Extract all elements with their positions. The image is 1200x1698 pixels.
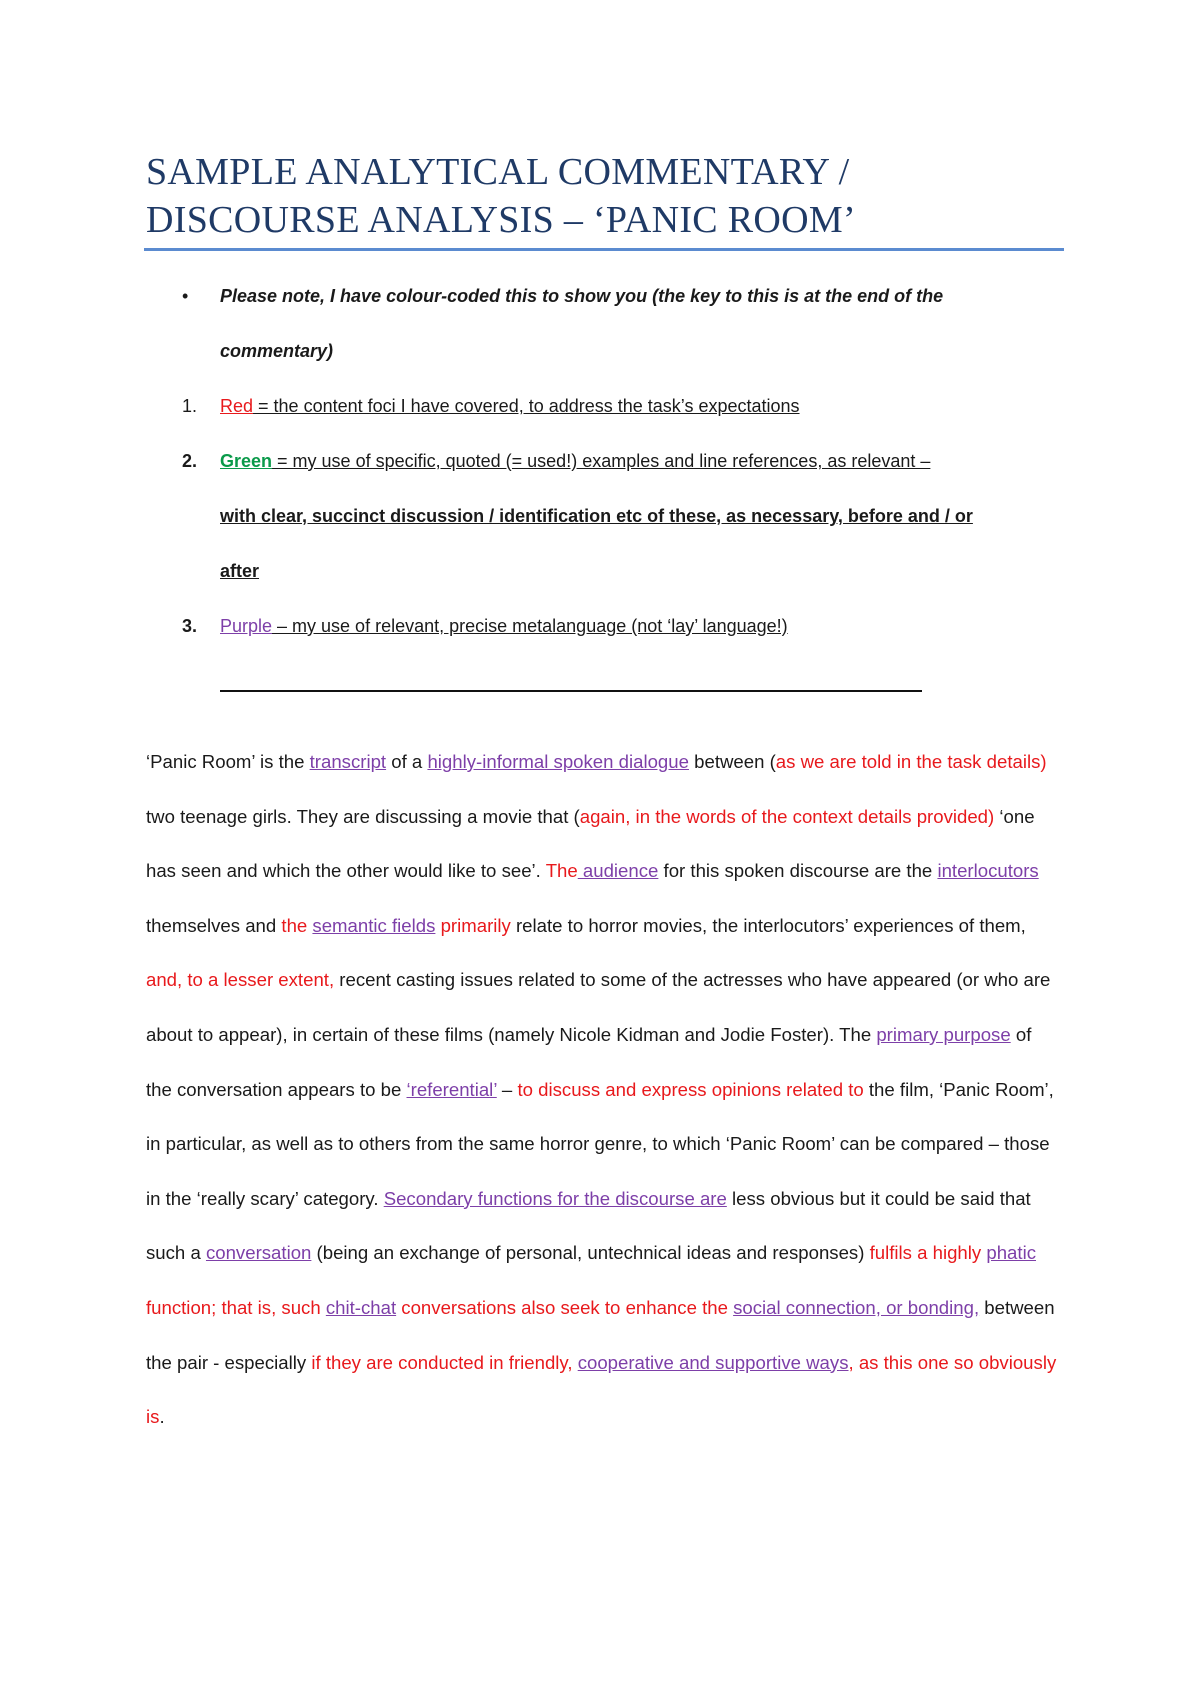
content-focus-text: The: [545, 860, 578, 882]
metalanguage-term: highly-informal spoken dialogue: [427, 751, 689, 772]
metalanguage-term: interlocutors: [937, 860, 1039, 882]
content-focus-text: fulfils a highly: [869, 1242, 987, 1264]
plain-text: two teenage girls. They are discussing a movie that (: [146, 805, 580, 827]
plain-text: between the pair - especially: [146, 1296, 1055, 1373]
key-item-2-text: = my use of specific, quoted (= used!) examples and line references, as relevant –: [272, 451, 931, 471]
metalanguage-term: conversation: [205, 1242, 312, 1264]
plain-text: –: [496, 1078, 518, 1100]
metalanguage-term: primary purpose: [876, 1023, 1011, 1045]
key-item-1-text: = the content foci I have covered, to address the task’s expectations: [253, 396, 800, 416]
plain-text: (being an exchange of personal, untechnical ideas and responses): [311, 1242, 870, 1264]
plain-text: less obvious but it could be said that such a: [146, 1187, 1031, 1264]
intro-note-line2: commentary): [220, 341, 334, 361]
plain-text: the film, ‘Panic Room’, in particular, as well as to others from the same horror genre, to which ‘Panic Room’ can be compared – those in the ‘really scary’ category.: [146, 1078, 1054, 1209]
metalanguage-term: social connection, or bonding,: [733, 1296, 980, 1318]
content-focus-text: as we are told in the task details): [775, 751, 1047, 772]
key-item-2: [220, 451, 930, 472]
key-item-3: [220, 616, 788, 637]
plain-text: for this spoken discourse are the: [658, 860, 938, 882]
plain-text: of a: [386, 751, 428, 772]
key-item-1-number: 1.: [182, 396, 198, 416]
metalanguage-term: transcript: [309, 751, 387, 772]
key-item-1: [220, 396, 800, 417]
key-item-3-number: 3.: [182, 616, 198, 636]
content-focus-text: function; that is, such: [146, 1296, 326, 1318]
content-focus-text: the: [281, 914, 313, 936]
metalanguage-term: chit-chat: [325, 1296, 397, 1318]
key-item-3-color-word: Purple: [220, 616, 273, 636]
plain-text: relate to horror movies, the interlocutors’ experiences of them,: [510, 914, 1026, 936]
content-focus-text: , as this one so obviously is: [146, 1351, 1057, 1428]
metalanguage-term: audience: [577, 860, 659, 882]
metalanguage-term: cooperative and supportive ways: [577, 1351, 849, 1373]
commentary-paragraph: [146, 735, 1062, 1445]
metalanguage-term: ‘referential’: [406, 1078, 497, 1100]
metalanguage-term: Secondary functions for the discourse are: [383, 1187, 727, 1209]
metalanguage-term: semantic fields: [312, 914, 436, 936]
key-item-2-line3: after: [220, 561, 260, 581]
bullet-marker: •: [182, 286, 189, 306]
key-item-2-color-word: Green: [220, 451, 273, 471]
intro-note-line1: Please note, I have colour-coded this to show you (the key to this is at the end of the: [220, 286, 944, 306]
plain-text: .: [159, 1406, 165, 1428]
plain-text: ‘one has seen and which the other would like to see’.: [146, 805, 1035, 882]
plain-text: of the conversation appears to be: [146, 1023, 1032, 1100]
key-item-3-text: – my use of relevant, precise metalanguage (not ‘lay’ language!): [272, 616, 788, 636]
content-focus-text: and, to a lesser extent,: [146, 969, 335, 991]
content-focus-text: again, in the words of the context details provided): [579, 805, 995, 827]
content-focus-text: if they are conducted in friendly,: [311, 1351, 578, 1373]
content-focus-text: to discuss and express opinions related to: [517, 1078, 864, 1100]
document-title: SAMPLE ANALYTICAL COMMENTARY / DISCOURSE ANALYSIS – ‘PANIC ROOM’: [146, 151, 856, 241]
key-item-2-number: 2.: [182, 451, 198, 471]
plain-text: recent casting issues related to some of the actresses who have appeared (or who are about to appear), in certain of these films (namely Nicole Kidman and Jodie Foster). The: [146, 969, 1051, 1045]
plain-text: ‘Panic Room’ is the: [146, 751, 310, 772]
content-focus-text: conversations also seek to enhance the: [396, 1296, 734, 1318]
metalanguage-term: phatic: [986, 1242, 1036, 1264]
key-item-2-line2: with clear, succinct discussion / identification etc of these, as necessary, before and / or: [220, 506, 973, 526]
key-item-1-color-word: Red: [220, 396, 254, 416]
plain-text: between (: [688, 751, 776, 772]
section-separator-rule: [220, 690, 922, 692]
content-focus-text: primarily: [435, 914, 511, 936]
plain-text: themselves and: [146, 914, 282, 936]
title-underline-rule: [144, 248, 1064, 251]
